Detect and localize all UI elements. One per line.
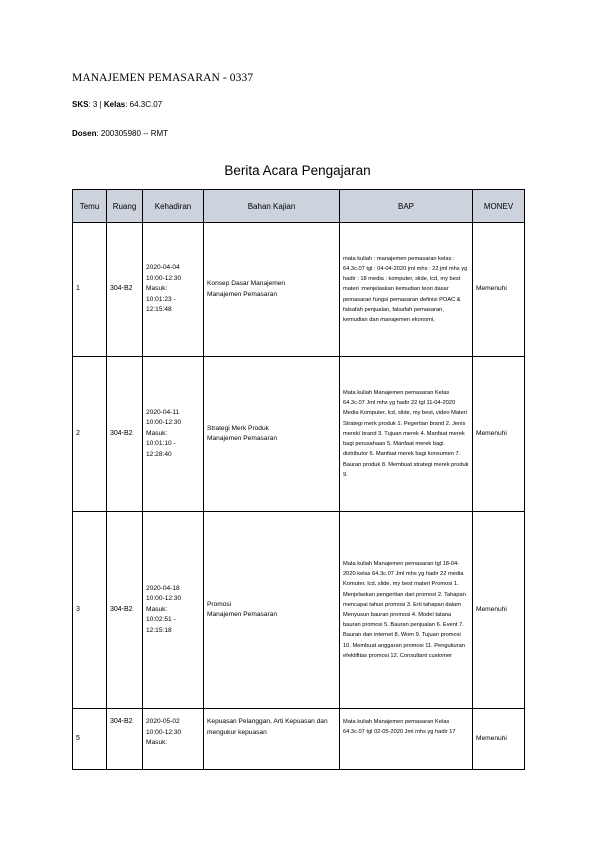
attendance-date: 2020-04-04: [146, 264, 180, 272]
attendance-in: 10:02:51 -: [146, 616, 176, 624]
cell-bap: Mata kuliah Manajemen pemasaran Kelas 64.3c.07 tgl 02-05-2020 Jml mhs yg hadir 17: [340, 709, 473, 770]
header-kehadiran: Kehadiran: [143, 190, 204, 223]
cell-bahan-kajian: [204, 223, 340, 357]
cell-ruang: 304-B2: [107, 223, 143, 357]
attendance-in: 10:01:23 -: [146, 295, 176, 303]
course-info: [72, 100, 162, 109]
table-row: [73, 709, 525, 770]
cell-bahan-kajian: [204, 512, 340, 709]
attendance-schedule: 10:00-12:30: [146, 728, 182, 736]
header-ruang: Ruang: [107, 190, 143, 223]
cell-bap: Mata kuliah Manajemen pemasaran tgl 18-04-2020 kelas 64.3c.07 Jml mhs yg hadir 22 media Komuter, lcd, slide, my best materi Promosi 1. Menjelaskan pengertian dari promosi 2. Tahapan mencapai tahun promosi 3. Erti tahapan dalam Menyusun bauran promosi 4. Model tatana bauran promosi 5. Bauran penjualan 6. Event 7. Bauran dan internet 8. Wom 9. Tujuan promosi 10. Membuat anggaran promosi 11. Pengukuran efektifitas promosi 12. Consultant customer: [340, 512, 473, 709]
attendance-label: Masuk:: [146, 285, 168, 293]
sks-value: : 3 |: [88, 100, 104, 109]
table-row: [73, 512, 525, 709]
cell-monev: Memenuhi: [473, 709, 525, 770]
lecturer-info: [72, 129, 168, 138]
header-bap: BAP: [340, 190, 473, 223]
cell-ruang: 304-B2: [107, 512, 143, 709]
attendance-out: 12:15:48: [146, 306, 172, 314]
cell-kehadiran: [143, 709, 204, 770]
attendance-label: Masuk:: [146, 739, 168, 746]
kelas-label: Kelas: [103, 100, 126, 109]
header-monev: MONEV: [473, 190, 525, 223]
attendance-in: 10:01:10 -: [146, 440, 176, 448]
cell-bap: mata kuliah : manajemen pemasaran kelas : 64.3c.07 tgl : 04-04-2020 jml mhs : 22 jml mhs yg hadir : 18 media : komputer, slide, lcd, my best materi :menjelaskan kemudian teori dasar pemasaran fungsi pemasaran definisi POAC & falsafah penjualan, falsafah pemasaran, kemudian dan manajemen ekonomi,: [340, 223, 473, 357]
table-row: [73, 223, 525, 357]
sks-label: SKS: [72, 100, 89, 109]
cell-temu: 3: [73, 512, 107, 709]
cell-ruang: 304-B2: [107, 709, 143, 770]
topic: Konsep Dasar Manajemen: [207, 280, 286, 287]
attendance-schedule: 10:00-12:30: [146, 419, 182, 427]
dosen-label: Dosen: [72, 129, 97, 138]
course-name: Manajemen Pemasaran: [207, 435, 278, 442]
course-name: Manajemen Pemasaran: [207, 611, 278, 618]
attendance-out: 12:15:18: [146, 626, 172, 634]
table-row: [73, 357, 525, 512]
teaching-record-table: [72, 189, 525, 770]
cell-temu: 2: [73, 357, 107, 512]
dosen-value: : 200305980 -- RMT: [96, 129, 169, 138]
cell-temu: 1: [73, 223, 107, 357]
attendance-schedule: 10:00-12:30: [146, 274, 182, 282]
cell-monev: Memenuhi: [473, 357, 525, 512]
attendance-label: Masuk:: [146, 605, 168, 613]
kelas-value: : 64.3C.07: [125, 100, 163, 109]
topic: Promosi: [207, 600, 232, 608]
attendance-date: 2020-04-11: [146, 408, 180, 416]
attendance-label: Masuk:: [146, 429, 168, 437]
cell-ruang: 304-B2: [107, 357, 143, 512]
attendance-out: 12:28:40: [146, 450, 172, 458]
attendance-date: 2020-04-18: [146, 584, 180, 592]
topic: Kepuasan Pelanggan, Arti Kepuasan dan mengukur kepuasan: [207, 718, 328, 736]
course-name: Manajemen Pemasaran: [207, 290, 278, 298]
cell-kehadiran: [143, 512, 204, 709]
header-temu: Temu: [73, 190, 107, 223]
cell-bap: Mata kuliah Manajemen pemasaran Kelas 64.3c.07 Jml mhs yg hadir 22 tgl 11-04-2020 Media Komputer, lcd, slide, my best, video Materi Strategi merk produk 1. Pegertian brand 2. Jenis merek/ brand 3. Tujuan merek 4. Manfaat merek bagi perusahaan 5. Manfaat merek bagi distributor 6. Manfaat merek bagi konsumen 7. Bauran produk 8. Membuat strategi merek produk 9.: [340, 357, 473, 512]
header-bahan-kajian: Bahan Kajian: [204, 190, 340, 223]
cell-monev: Memenuhi: [473, 223, 525, 357]
cell-kehadiran: [143, 357, 204, 512]
document-title: MANAJEMEN PEMASARAN - 0337: [72, 72, 254, 84]
cell-bahan-kajian: [204, 357, 340, 512]
cell-temu: 5: [73, 709, 107, 770]
attendance-date: 2020-05-02: [146, 718, 180, 725]
cell-bahan-kajian: [204, 709, 340, 770]
topic: Strategi Merk Produk: [207, 424, 269, 432]
section-title: Berita Acara Pengajaran: [224, 163, 371, 178]
attendance-schedule: 10:00-12:30: [146, 595, 182, 603]
cell-kehadiran: [143, 223, 204, 357]
cell-monev: Memenuhi: [473, 512, 525, 709]
table-header-row: [73, 190, 525, 223]
